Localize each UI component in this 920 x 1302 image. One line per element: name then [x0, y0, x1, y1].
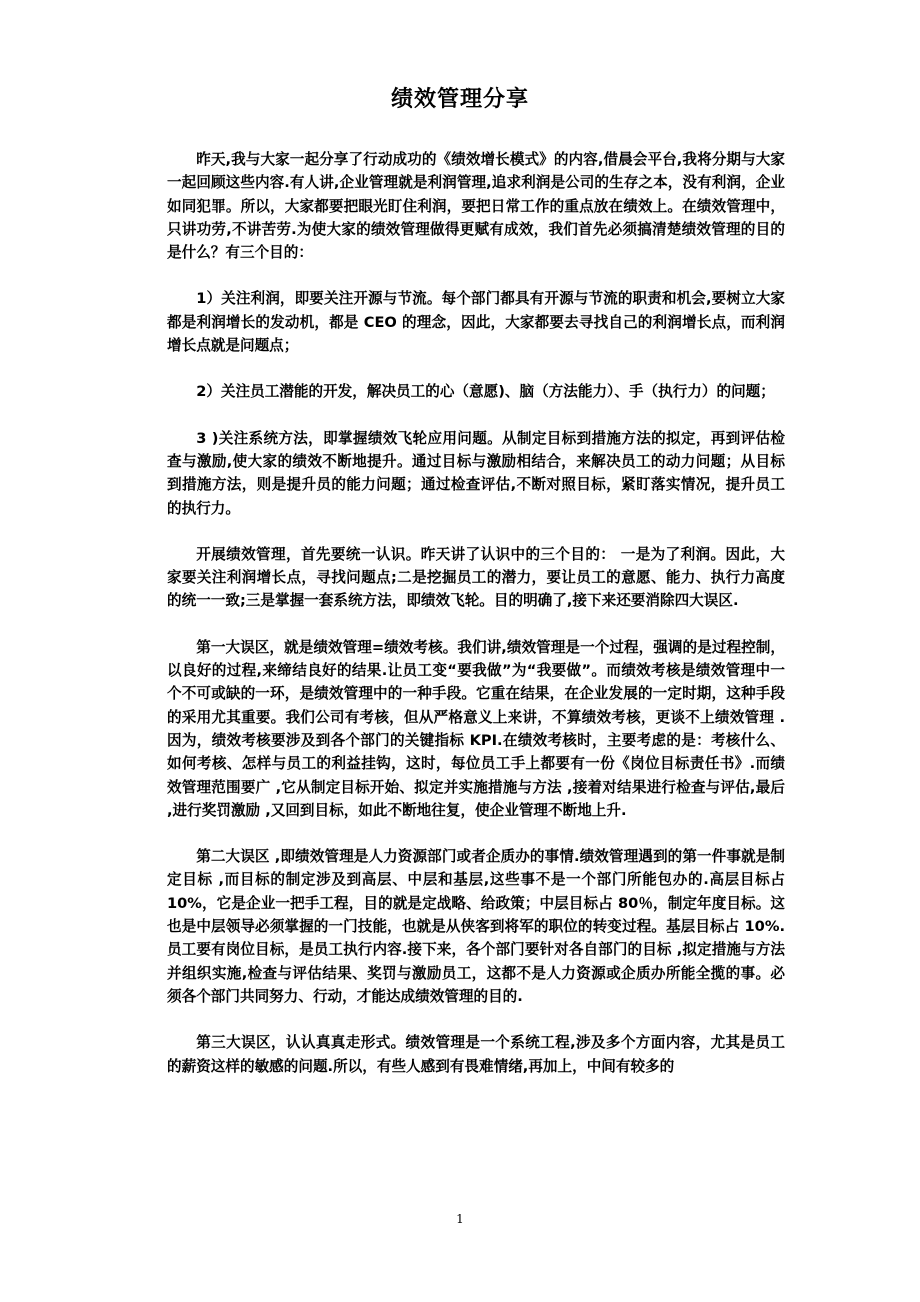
paragraph-intro: 昨天,我与大家一起分享了行动成功的《绩效增长模式》的内容,借晨会平台,我将分期与大家一起回顾这些内容.有人讲,企业管理就是利润管理,追求利润是公司的生存之本，没有利润，企业如同犯罪。所以，大家都要把眼光盯住利润，要把日常工作的重点放在绩效上。在绩效管理中，只讲功劳,不讲苦劳.为使大家的绩效管理做得更赋有成效，我们首先必须搞清楚绩效管理的目的是什么？有三个目的：: [167, 151, 785, 262]
paragraph-purpose-2: 2）关注员工潜能的开发，解决员工的心（意愿)、脑（方法能力）、手（执行力）的问题；: [196, 383, 775, 401]
document-body: [167, 148, 785, 1078]
paragraph-misconception-1: 第一大误区，就是绩效管理=绩效考核。我们讲,绩效管理是一个过程，强调的是过程控制，以良好的过程,来缔结良好的结果.让员工变“要我做”为“我要做”。而绩效考核是绩效管理中一个不可或缺的一环，是绩效管理中的一种手段。它重在结果，在企业发展的一定时期，这种手段的采用尤其重要。我们公司有考核，但从严格意义上来讲，不算绩效考核，更谈不上绩效管理 .因为，绩效考核要涉及到各个部门的关键指标 KPI.在绩效考核时，主要考虑的是：考核什么、如何考核、怎样与员工的利益挂钩，这时，每位员工手上都要有一份《岗位目标责任书》.而绩效管理范围要广 ,它从制定目标开始、拟定并实施措施与方法 ,接着对结果进行检查与评估,最后 ,进行奖罚激励 ,又回到目标，如此不断地往复，使企业管理不断地上升.: [167, 638, 785, 819]
page-number: 1: [456, 1212, 464, 1226]
paragraph-purpose-3: 3 )关注系统方法，即掌握绩效飞轮应用问题。从制定目标到措施方法的拟定，再到评估检查与激励,使大家的绩效不断地提升。通过目标与激励相结合，来解决员工的动力问题；从目标到措施方法，则是提升员的能力问题；通过检查评估,不断对照目标，紧盯落实情况，提升员工的执行力。: [167, 429, 785, 517]
paragraph-misconception-2: 第二大误区 ,即绩效管理是人力资源部门或者企质办的事情.绩效管理遇到的第一件事就是制定目标 ,而目标的制定涉及到高层、中层和基层,这些事不是一个部门所能包办的.高层目标占 10%，它是企业一把手工程，目的就是定战略、给政策；中层目标占 80％，制定年度目标。这也是中层领导必须掌握的一门技能，也就是从侠客到将军的职位的转变过程。基层目标占 10%.员工要有岗位目标，是员工执行内容.接下来，各个部门要针对各自部门的目标 ,拟定措施与方法并组织实施,检查与评估结果、奖罚与激励员工，这都不是人力资源或企质办所能全揽的事。必须各个部门共同努力、行动，才能达成绩效管理的目的.: [167, 848, 785, 1005]
document-title: 绩效管理分享: [390, 87, 529, 112]
paragraph-unified-understanding: 开展绩效管理，首先要统一认识。昨天讲了认识中的三个目的： 一是为了利润。因此，大家要关注利润增长点，寻找问题点;二是挖掘员工的潜力，要让员工的意愿、能力、执行力高度的统一一致;三是掌握一套系统方法，即绩效飞轮。目的明确了,接下来还要消除四大误区.: [167, 545, 785, 610]
paragraph-purpose-1: 1）关注利润，即要关注开源与节流。每个部门都具有开源与节流的职责和机会,要树立大家都是利润增长的发动机，都是 CEO 的理念，因此，大家都要去寻找自己的利润增长点，而利润增长点就是问题点；: [167, 290, 785, 355]
paragraph-misconception-3: 第三大误区，认认真真走形式。绩效管理是一个系统工程,涉及多个方面内容，尤其是员工的薪资这样的敏感的问题.所以，有些人感到有畏难情绪,再加上，中间有较多的: [167, 1034, 785, 1075]
